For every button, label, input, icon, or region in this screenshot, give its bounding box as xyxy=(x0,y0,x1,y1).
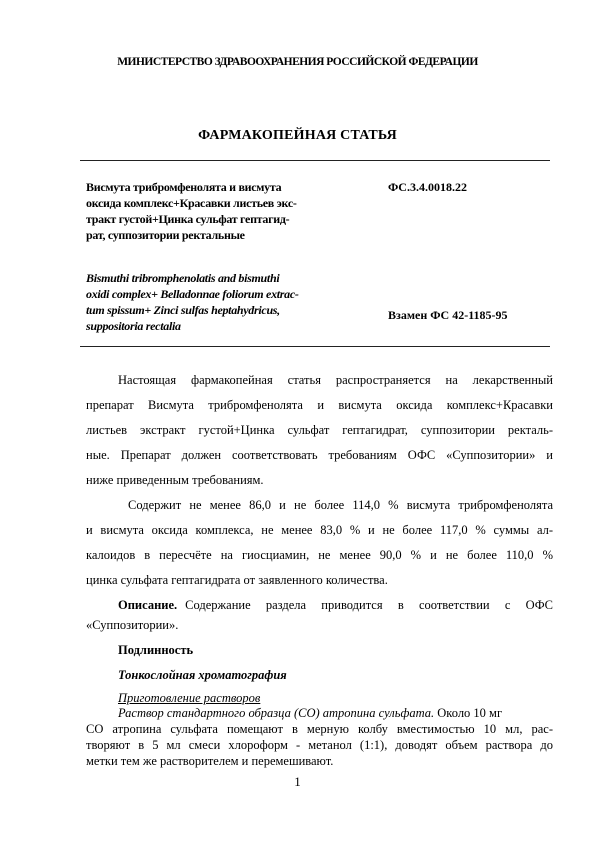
intro-line: листьев экстракт густой+Цинка сульфат гептагидрат, суппозитории ректаль- xyxy=(86,423,553,437)
intro-line: ниже приведенным требованиям. xyxy=(86,473,264,487)
replaces-code: Взамен ФС 42-1185-95 xyxy=(388,308,508,322)
standard-solution-line: творяют в 5 мл смеси хлороформ - метанол (1:1), доводят объем раствора до xyxy=(86,738,553,752)
page-number: 1 xyxy=(294,774,301,789)
description-line-2: «Суппозитории». xyxy=(86,618,179,632)
identity-heading: Подлинность xyxy=(118,643,194,657)
standard-solution-line: СО атропина сульфата помещают в мерную колбу вместимостью 10 мл, рас- xyxy=(86,722,553,736)
latin-name-line: suppositoria rectalia xyxy=(86,319,181,333)
document-title: ФАРМАКОПЕЙНАЯ СТАТЬЯ xyxy=(198,128,397,143)
intro-line: ные. Препарат должен соответствовать требованиям ОФС «Суппозитории» и xyxy=(86,448,553,462)
contains-line: Содержит не менее 86,0 и не более 114,0 % висмута трибромфенолята xyxy=(128,498,553,512)
ministry-header: МИНИСТЕРСТВО ЗДРАВООХРАНЕНИЯ РОССИЙСКОЙ ФЕДЕРАЦИИ xyxy=(117,56,478,68)
standard-solution-line: метки тем же растворителем и перемешивают. xyxy=(86,754,334,768)
contains-line: калоидов в пересчёте на гиосциамин, не менее 90,0 % и не более 110,0 % xyxy=(86,548,553,562)
russian-name-line: рат, суппозитории ректальные xyxy=(86,228,245,242)
standard-solution-line xyxy=(118,705,553,721)
standard-solution-label: Раствор стандартного образца (СО) атропина сульфата. xyxy=(118,706,435,720)
description-label: Описание. xyxy=(118,598,178,612)
top-divider xyxy=(80,160,550,161)
monograph-code: ФС.3.4.0018.22 xyxy=(388,180,467,194)
latin-name-line: Bismuthi tribromphenolatis and bismuthi xyxy=(86,271,280,285)
russian-name-line: Висмута трибромфенолята и висмута xyxy=(86,180,282,194)
standard-solution-text: Около 10 мг xyxy=(434,706,503,720)
intro-line: препарат Висмута трибромфенолята и висмута оксида комплекс+Красавки xyxy=(86,398,553,412)
russian-name-line: тракт густой+Цинка сульфат гептагид- xyxy=(86,212,290,226)
intro-line: Настоящая фармакопейная статья распространяется на лекарственный xyxy=(118,373,553,387)
contains-line: цинка сульфата гептагидрата от заявленного количества. xyxy=(86,573,388,587)
bottom-divider xyxy=(80,346,550,347)
russian-name-line: оксида комплекс+Красавки листьев экс- xyxy=(86,196,297,210)
preparation-heading: Приготовление растворов xyxy=(118,691,261,705)
description-line xyxy=(118,597,553,613)
description-text: Содержание раздела приводится в соответствии с ОФС xyxy=(185,598,553,612)
tlc-heading: Тонкослойная хроматография xyxy=(118,668,287,682)
latin-name-line: oxidi complex+ Belladonnae foliorum extrac- xyxy=(86,287,299,301)
latin-name-line: tum spissum+ Zinci sulfas heptahydricus, xyxy=(86,303,280,317)
contains-line: и висмута оксида комплекса, не менее 83,0 % и не более 117,0 % суммы ал- xyxy=(86,523,553,537)
